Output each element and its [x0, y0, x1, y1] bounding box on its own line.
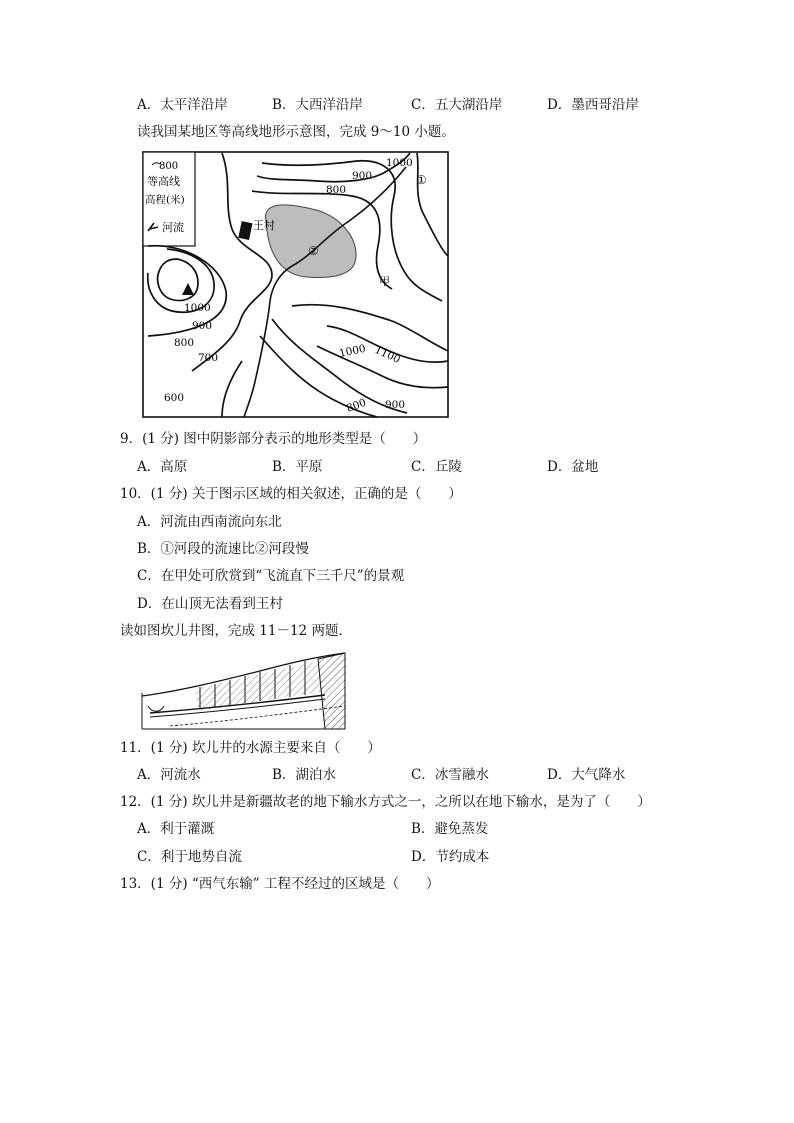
contour-label: 1000: [386, 157, 413, 169]
q10-option-b: B．①河段的流速比②河段慢: [137, 541, 309, 557]
q8-option-d: D．墨西哥沿岸: [547, 97, 639, 113]
q10-option-d: D．在山顶无法看到王村: [137, 596, 283, 612]
contour-label: 900: [192, 320, 213, 332]
legend-elevation-label: 高程(米): [145, 194, 185, 206]
intro-9-10: 读我国某地区等高线地形示意图，完成 9～10 小题。: [137, 124, 455, 140]
contour-label: 1100: [372, 343, 403, 367]
q11-option-a: A．河流水: [137, 767, 201, 783]
contour-label: 700: [198, 352, 219, 364]
q8-option-a: A．太平洋沿岸: [137, 97, 228, 113]
contour-label: 900: [352, 170, 373, 182]
q11-option-c: C．冰雪融水: [411, 767, 489, 783]
contour-label: 800: [326, 184, 347, 196]
contour-label: 600: [164, 392, 185, 404]
q11-stem: 11．(1 分) 坎儿井的水源主要来自（ ）: [120, 740, 381, 756]
q11-option-b: B．湖泊水: [272, 767, 336, 783]
q10-stem: 10．(1 分) 关于图示区域的相关叙述，正确的是（ ）: [120, 486, 462, 502]
q12-stem: 12．(1 分) 坎儿井是新疆故老的地下输水方式之一，之所以在地下输水，是为了（ ）: [120, 794, 651, 810]
contour-label: 800: [344, 396, 368, 415]
q10-option-c: C．在甲处可欣赏到“飞流直下三千尺”的景观: [137, 568, 405, 584]
q9-option-b: B．平原: [272, 459, 323, 475]
contour-label: 1000: [338, 342, 367, 360]
legend-contour-value: 800: [159, 161, 179, 172]
legend-river-label: 河流: [162, 221, 184, 234]
contour-label: 900: [385, 399, 406, 411]
marker-jia: 甲: [379, 275, 390, 288]
contour-label: 800: [174, 337, 195, 349]
q9-stem: 9．(1 分) 图中阴影部分表示的地形类型是（ ）: [120, 431, 427, 447]
q12-option-d: D．节约成本: [411, 849, 490, 865]
q12-option-b: B．避免蒸发: [411, 821, 489, 837]
karez-diagram: [140, 651, 350, 731]
q12-option-c: C．利于地势自流: [137, 849, 242, 865]
contour-map: [142, 151, 449, 418]
q11-option-d: D．大气降水: [547, 767, 626, 783]
q9-option-a: A．高原: [137, 459, 188, 475]
q8-option-c: C．五大湖沿岸: [411, 97, 503, 113]
q9-option-d: D．盆地: [547, 459, 599, 475]
intro-11-12: 读如图坎儿井图，完成 11－12 两题．: [120, 623, 352, 639]
q13-stem: 13．(1 分) “西气东输” 工程不经过的区域是（ ）: [120, 876, 440, 892]
q10-option-a: A．河流由西南流向东北: [137, 514, 282, 530]
mountain-block: [318, 653, 345, 729]
pond: [148, 706, 164, 711]
marker-1: ①: [416, 173, 427, 187]
q12-option-a: A．利于灌溉: [137, 821, 215, 837]
q8-option-b: B．大西洋沿岸: [272, 97, 363, 113]
contour-label: 1000: [184, 302, 211, 314]
marker-2: ②: [308, 244, 319, 258]
q9-option-c: C．丘陵: [411, 459, 462, 475]
legend-contour-label: 等高线: [147, 175, 180, 188]
village-label: 王村: [253, 219, 275, 232]
